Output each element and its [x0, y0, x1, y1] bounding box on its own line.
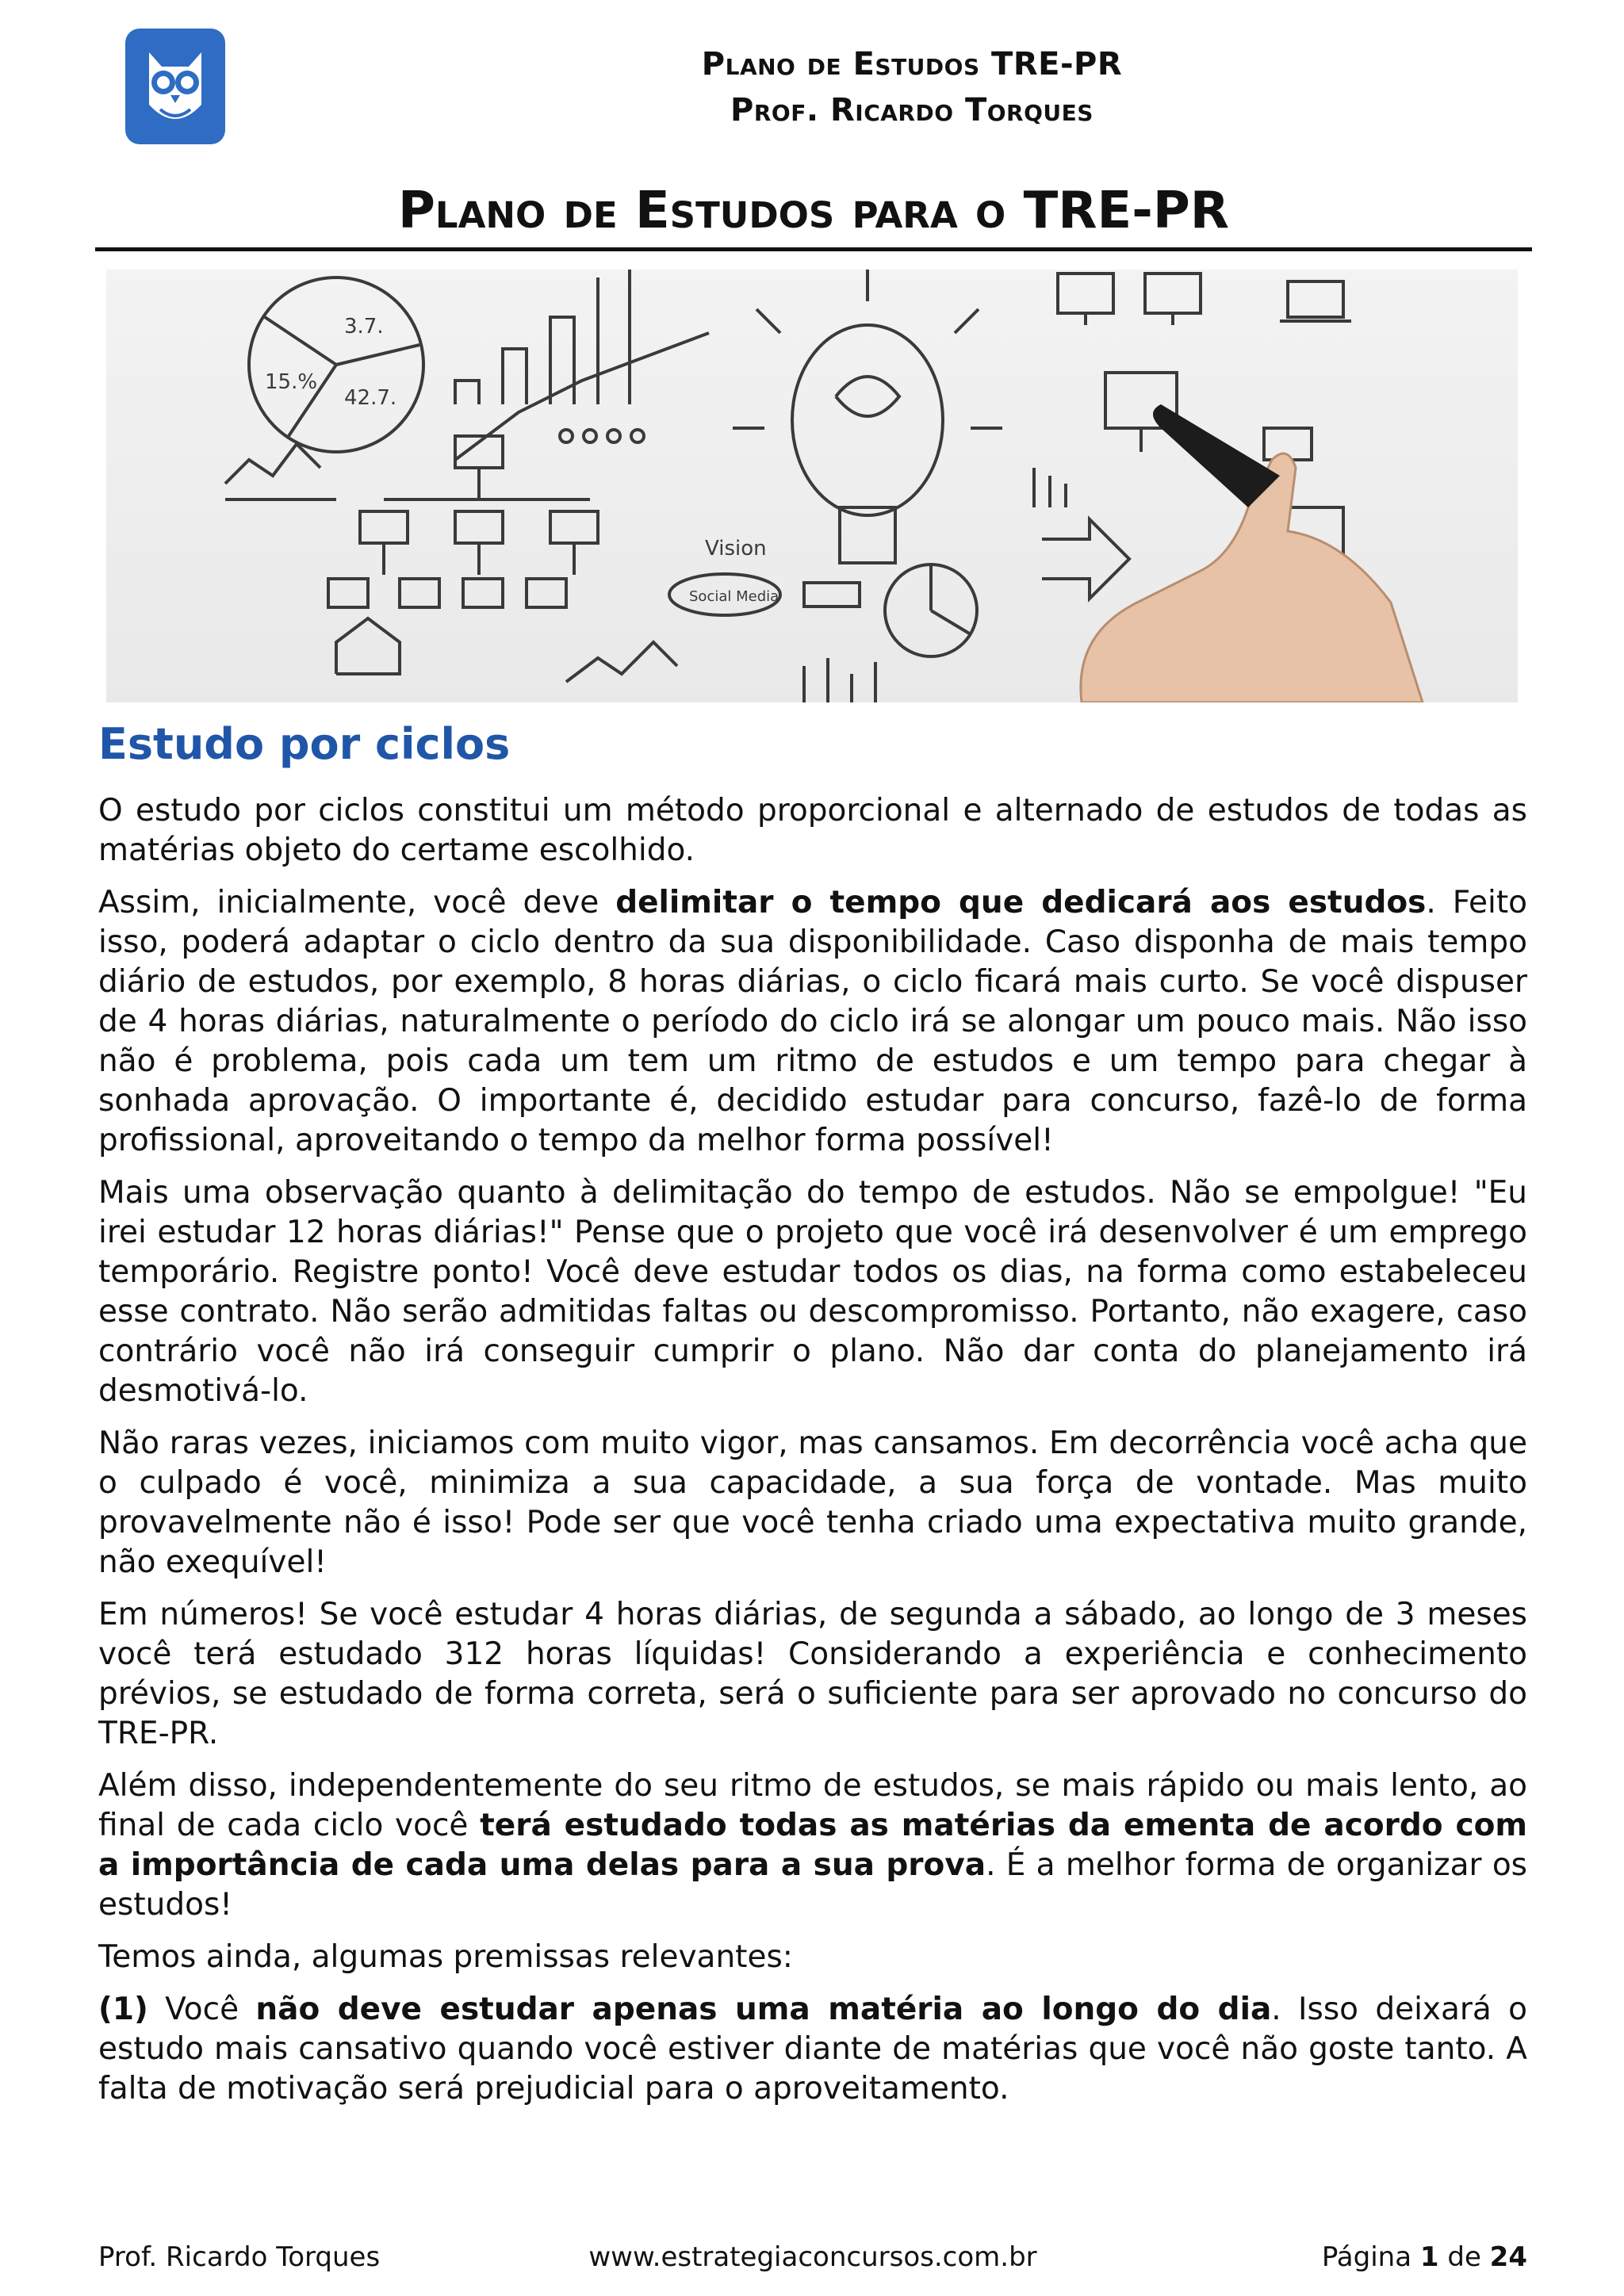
text-run: Além disso, independentemente do seu ritmo de estudos, se mais rápido ou mais lento, ao final de cada ciclo você [98, 1768, 1527, 1843]
of-word: de [1447, 2241, 1481, 2273]
footer-website: www.estrategiaconcursos.com.br [588, 2241, 1037, 2273]
paragraph: Não raras vezes, iniciamos com muito vigor, mas cansamos. Em decorrência você acha que o culpado é você, minimiza a sua capacidade, a sua força de vontade. Mas muito provavelmente não é isso! Pode ser que você tenha criado uma expectativa muito grande, não exequível! [98, 1425, 1527, 1580]
text-run: . É a melhor forma de organizar os estudos! [98, 1847, 1528, 1923]
text-run: . Feito isso, poderá adaptar o ciclo dentro da sua disponibilidade. Caso disponha de mais tempo diário de estudos, por exemplo, 8 horas diárias, o ciclo ficará mais curto. Se você dispuser de 4 horas diárias, naturalmente o período do ciclo irá se alongar um pouco mais. Não isso não é problema, pois cada um tem um ritmo de estudos e um tempo para chegar à sonhada aprovação. O importante é, decidido estudar para concurso, fazê-lo de forma profissional, aproveitando o tempo da melhor forma possível! [98, 885, 1527, 1158]
paragraph: O estudo por ciclos constitui um método proporcional e alternado de estudos de todas as matérias objeto do certame escolhido. [98, 793, 1527, 868]
running-header [555, 41, 1269, 133]
hero-label: Social Media [689, 588, 779, 605]
paragraph [98, 883, 1527, 1161]
paragraph: Em números! Se você estudar 4 horas diárias, de segunda a sábado, ao longo de 3 meses você terá estudado 312 horas líquidas! Considerando a experiência e conhecimento prévios, se estudado de forma correta, será o suficiente para ser aprovado no concurso do TRE-PR. [98, 1597, 1527, 1751]
current-page: 1 [1419, 2241, 1439, 2273]
hero-illustration [106, 270, 1518, 702]
total-pages: 24 [1489, 2241, 1527, 2273]
main-content [98, 715, 1527, 2122]
page-word: Página [1321, 2241, 1412, 2273]
header-author: Prof. Ricardo Torques [730, 92, 1094, 128]
item-number: (1) [98, 1992, 148, 2027]
title-divider [95, 247, 1532, 251]
text-run: . Isso deixará o estudo mais cansativo quando você estiver diante de matérias que você não goste tanto. A falta de motivação será prejudicial para o aproveitamento. [98, 1992, 1527, 2107]
hero-label: 3.7. [344, 315, 384, 339]
bold-text: terá estudado todas as matérias da ementa de acordo com a importância de cada uma delas para a sua prova [98, 1808, 1528, 1883]
bold-text: não deve estudar apenas uma matéria ao longo do dia [255, 1992, 1272, 2027]
header-course-title: Plano de Estudos TRE-PR [701, 46, 1123, 82]
owl-icon [125, 29, 225, 144]
hero-label: 15.% [265, 370, 318, 394]
text-run: Assim, inicialmente, você deve [98, 885, 616, 920]
paragraph: Mais uma observação quanto à delimitação do tempo de estudos. Não se empolgue! "Eu irei estudar 12 horas diárias!" Pense que o projeto que você irá desenvolver é um emprego temporário. Registre ponto! Você deve estudar todos os dias, na forma como estabeleceu esse contrato. Não serão admitidas faltas ou descompromisso. Portanto, não exagere, caso contrário você não irá conseguir cumprir o plano. Não dar conta do planejamento irá desmotivá-lo. [98, 1175, 1527, 1409]
owl-logo-icon [125, 29, 225, 144]
section-title: Estudo por ciclos [98, 719, 511, 769]
paragraph: Temos ainda, algumas premissas relevantes: [98, 1939, 793, 1975]
paragraph [98, 1990, 1527, 2109]
text-run: Você [147, 1992, 256, 2027]
page-title: Plano de Estudos para o TRE-PR [397, 182, 1230, 240]
paragraph [98, 1766, 1527, 1925]
planning-sketch-illustration [106, 270, 1518, 702]
page-footer [98, 2237, 1527, 2277]
footer-author: Prof. Ricardo Torques [98, 2241, 381, 2273]
hero-label: 42.7. [344, 386, 397, 410]
page-number [1322, 2237, 1527, 2277]
hero-label: Vision [705, 537, 767, 561]
bold-text: delimitar o tempo que dedicará aos estudos [615, 885, 1427, 920]
